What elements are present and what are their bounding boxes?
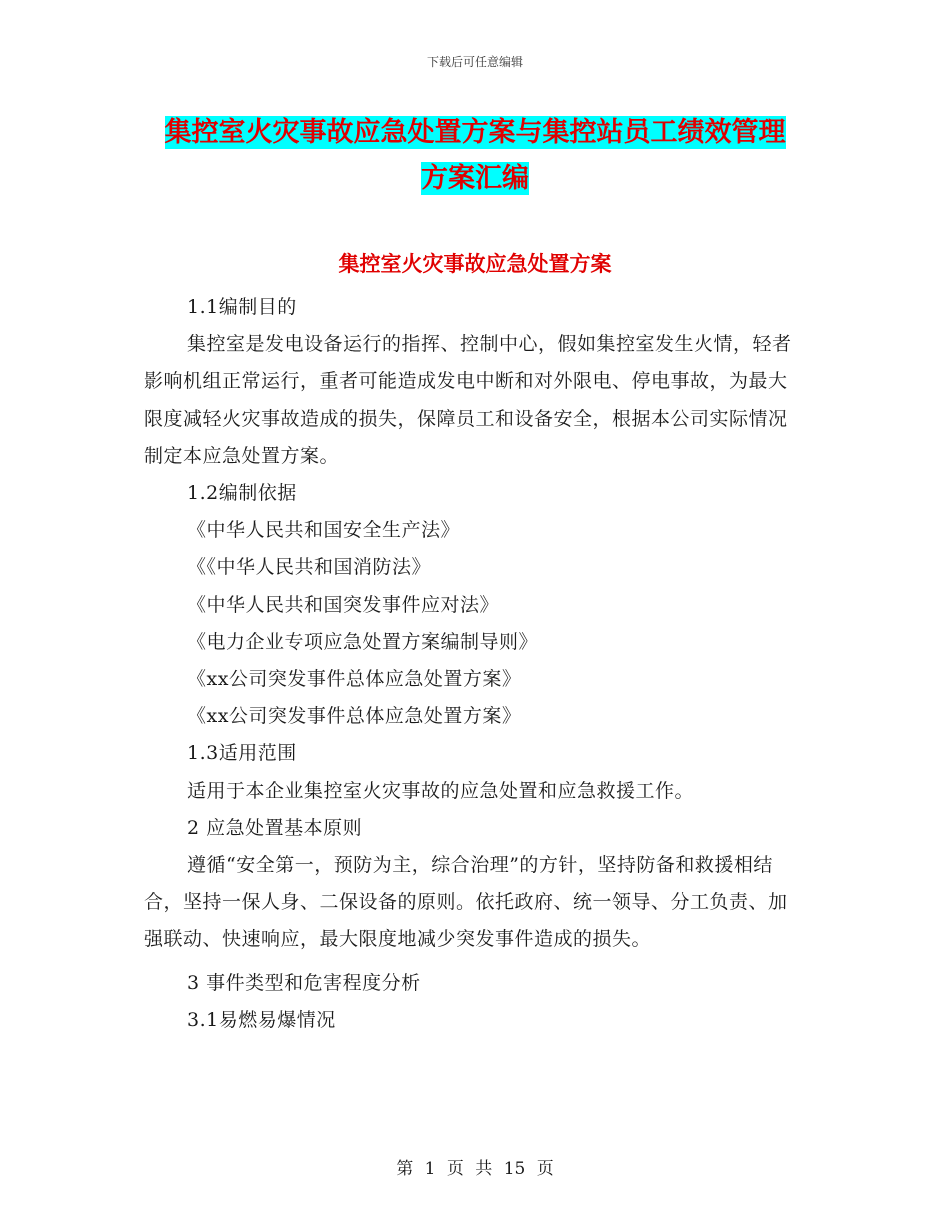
paragraph-purpose: 集控室是发电设备运行的指挥、控制中心，假如集控室发生火情，轻者影响机组正常运行，重者可能造成发电中断和对外限电、停电事故，为最大限度减轻火灾事故造成的损失，保障员工和设备安全，根据本公司实际情况制定本应急处置方案。 [144,333,792,467]
heading-1-2: 1.2编制依据 [187,482,297,505]
reference-item: 《xx公司突发事件总体应急处置方案》 [187,705,522,728]
reference-item: 《中华人民共和国安全生产法》 [187,519,461,542]
heading-3-1: 3.1易燃易爆情况 [187,1008,336,1031]
section-title: 集控室火灾事故应急处置方案 [338,252,612,276]
paragraph-scope: 适用于本企业集控室火灾事故的应急处置和应急救援工作。 [187,779,695,802]
reference-item: 《中华人民共和国突发事件应对法》 [187,593,500,616]
reference-item: 《xx公司突发事件总体应急处置方案》 [187,668,522,691]
document-body [144,289,804,1039]
heading-3: 3 事件类型和危害程度分析 [187,971,421,994]
document-title [0,110,950,202]
reference-item: 《电力企业专项应急处置方案编制导则》 [187,630,539,653]
reference-item: 《《中华人民共和国消防法》 [187,556,432,579]
heading-2: 2 应急处置基本原则 [187,816,363,839]
page-footer: 第 1 页 共 15 页 [396,1159,554,1179]
heading-1-1: 1.1编制目的 [187,296,297,318]
heading-1-3: 1.3适用范围 [187,742,297,765]
document-title-line-1: 集控室火灾事故应急处置方案与集控站员工绩效管理 [164,117,786,148]
paragraph-principles: 遵循“安全第一，预防为主，综合治理”的方针，坚持防备和救援相结合，坚持一保人身、二保设备的原则。依托政府、统一领导、分工负责、加强联动、快速响应，最大限度地减少突发事件造成的损失。 [144,854,788,951]
header-note: 下载后可任意编辑 [426,55,523,69]
document-title-line-2: 方案汇编 [421,163,529,194]
